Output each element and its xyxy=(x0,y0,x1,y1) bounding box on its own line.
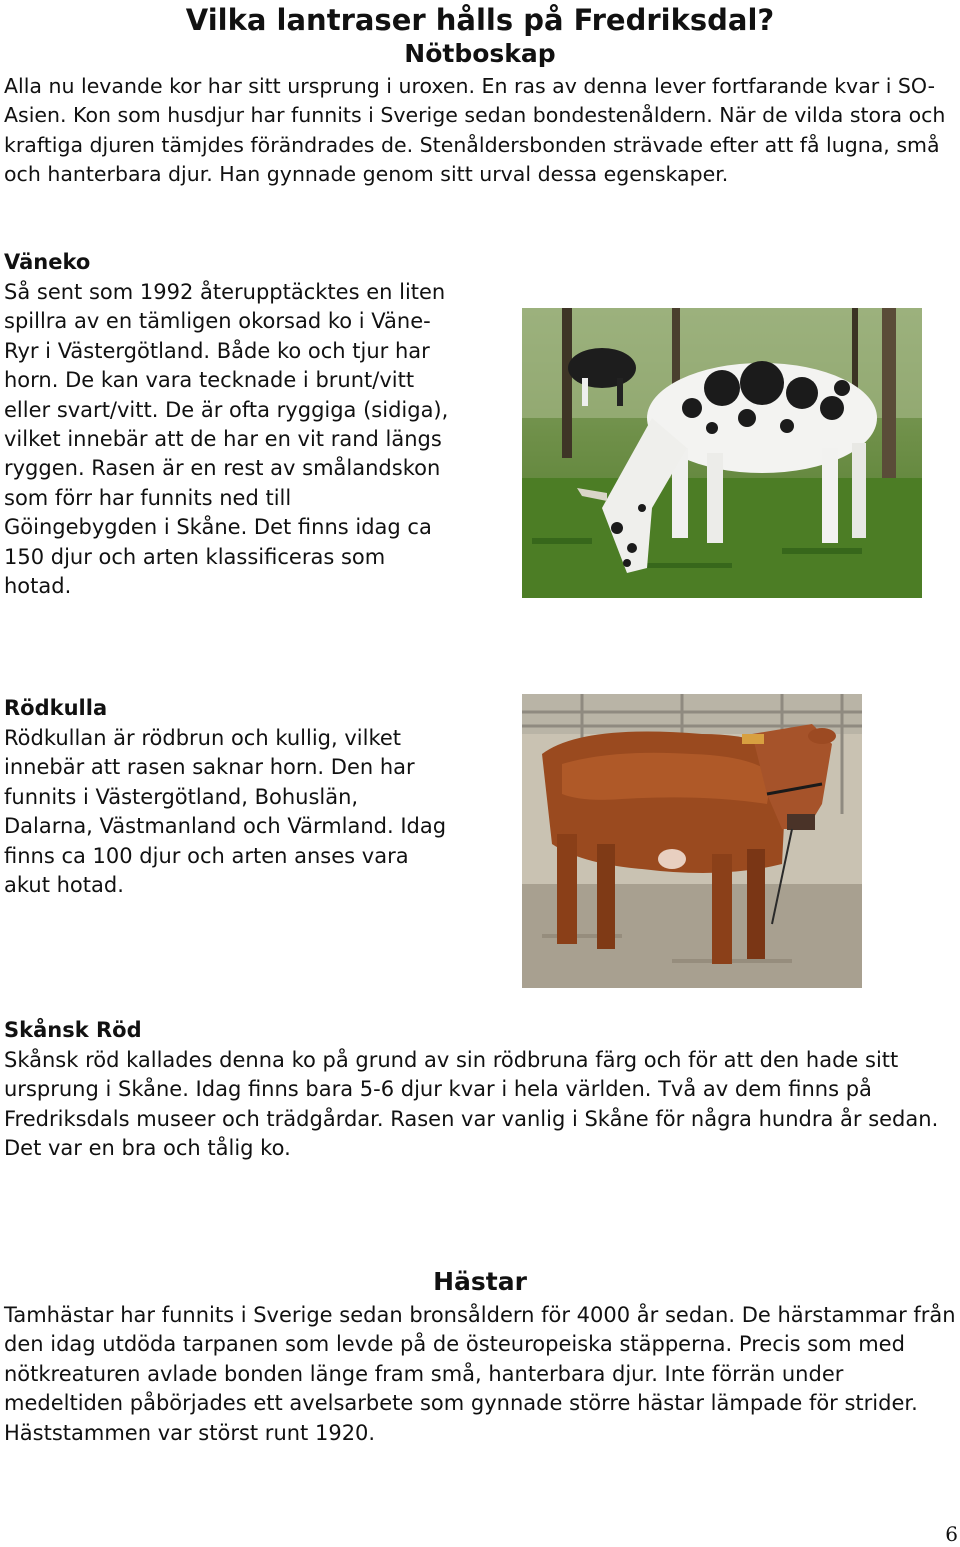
section-heading-hastar: Hästar xyxy=(433,1267,527,1296)
horses-paragraph: Tamhästar har funnits i Sverige sedan bronsåldern för 4000 år sedan. De härstammar från den idag utdöda tarpanen som levde på de östeuropeiska stäpperna. Precis som med nötkreaturen avlade bonden länge fram små, hanterbara djur. Inte förrän under medeltiden påbörjades ett avelsarbete som gynnade större hästar lämpade för strider. Häststammen var störst runt 1920. xyxy=(4,1303,956,1445)
section-heading-notboskap: Nötboskap xyxy=(404,39,556,68)
intro-paragraph: Alla nu levande kor har sitt ursprung i uroxen. En ras av denna lever fortfarande kvar i SO-Asien. Kon som husdjur har funnits i Sverige sedan bondestenåldern. När de vilda stora och kraftiga djuren tämjdes förändrades de. Stenåldersbonden strävade efter att få lugna, små och hanterbara djur. Han gynnade genom sitt urval dessa egenskaper. xyxy=(4,74,946,187)
vaneko-cow-photo xyxy=(522,308,922,598)
breed-heading-vaneko: Väneko xyxy=(4,250,91,274)
breed-text-skansk-rod: Skånsk röd kallades denna ko på grund av sin rödbruna färg och för att den hade sitt ursprung i Skåne. Idag finns bara 5-6 djur kvar i hela världen. Två av dem finns på Fredriksdals museer och trädgårdar. Rasen var vanlig i Skåne för några hundra år sedan. Det var en bra och tålig ko. xyxy=(4,1048,939,1161)
breed-heading-skansk-rod: Skånsk Röd xyxy=(4,1018,142,1042)
rodkulla-cow-photo xyxy=(522,694,862,988)
breed-text-vaneko: Så sent som 1992 återupptäcktes en liten spillra av en tämligen okorsad ko i Väne-Ryr i Västergötland. Både ko och tjur har horn. De kan vara tecknade i brunt/vitt eller svart/vitt. De är ofta ryggiga (sidiga), vilket innebär att de har en vit rand längs ryggen. Rasen är en rest av smålandskon som förr har funnits ned till Göingebygden i Skåne. Det finns idag ca 150 djur och arten klassificeras som hotad. xyxy=(4,280,449,599)
page-title: Vilka lantraser hålls på Fredriksdal? xyxy=(185,3,775,37)
page-number: 6 xyxy=(945,1522,958,1546)
breed-text-rodkulla: Rödkullan är rödbrun och kullig, vilket innebär att rasen saknar horn. Den har funnits i Västergötland, Bohuslän, Dalarna, Västmanland och Värmland. Idag finns ca 100 djur och arten anses vara akut hotad. xyxy=(4,726,447,898)
breed-heading-rodkulla: Rödkulla xyxy=(4,696,108,720)
